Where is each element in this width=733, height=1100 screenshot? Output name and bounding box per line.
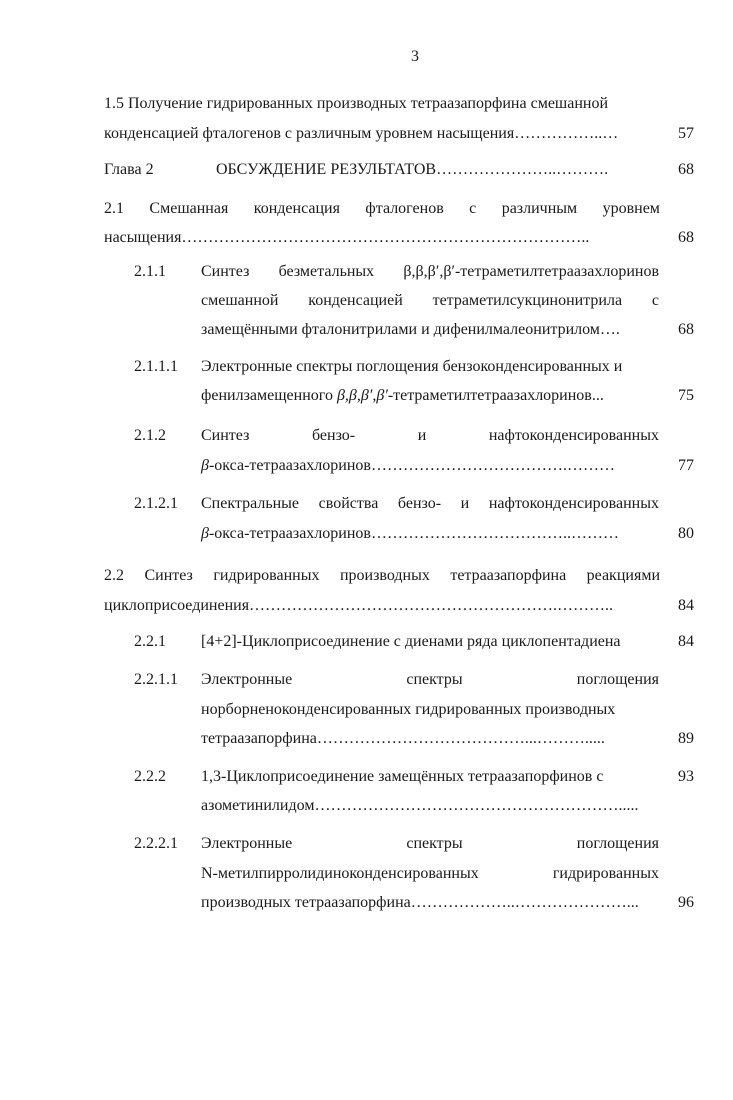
word: безметальных [278,263,375,280]
toc-page-2-1-1-1: 75 [678,387,694,404]
toc-entry-2-2-1-line1: [4+2]-Циклоприсоединение с диенами ряда циклопентадиена [201,633,621,650]
word: и [417,427,427,444]
toc-number-2-1-1: 2.1.1 [134,263,166,280]
word: тетраметилсукцинонитрила [432,292,623,309]
toc-page-2-1-2: 77 [678,457,694,474]
word: Синтез [201,427,250,444]
toc-entry-2-2-1-1-line2: норборненоконденсированных гидрированных производных [201,701,616,718]
beta-symbol: β [201,525,209,542]
word: нафтоконденсированных [488,427,659,444]
toc-page-2-1-1: 68 [678,321,694,338]
toc-entry-2-1-1-line2 [201,291,659,311]
word: бензо- [311,427,356,444]
word: гидрированных [552,865,659,882]
word: различным [501,200,578,217]
toc-entry-2-2-2-1-line3: производных тетраазапорфина………………..…………………... [201,894,639,911]
word: гидрированных [213,567,320,584]
word: Электронные [201,835,293,852]
word: спектры [406,671,463,688]
word: N-метилпирролидиноконденсированных [201,865,479,882]
word: Электронные [201,671,293,688]
toc-number-2-2-1-1: 2.2.1.1 [134,671,178,688]
toc-page-2-1-2-1: 80 [678,525,694,542]
toc-number-2-2-1: 2.2.1 [134,633,166,650]
word: реакциями [586,567,660,584]
toc-page-2-2-1-1: 89 [678,730,694,747]
text: фенилзамещенного [201,387,337,404]
toc-number-2-1-2: 2.1.2 [134,427,166,444]
toc-entry-2-2-line1 [104,566,660,586]
toc-entry-2-2-line2: циклоприсоединения………………………………………………….……….. [104,597,614,614]
toc-page-2-2: 84 [678,597,694,614]
word: смешанной [201,292,279,309]
toc-page-chapter-2: 68 [678,161,694,178]
toc-entry-1-5-line2: конденсацией фталогенов с различным уровнем насыщения……………..… [104,125,619,142]
word: тетраазапорфина [450,567,567,584]
word: с [469,200,477,217]
toc-page-2-1: 68 [678,229,694,246]
toc-page-2-2-2: 93 [678,768,694,785]
word: свойства [318,495,379,512]
toc-entry-2-1-2-line2 [201,456,615,476]
page-number: 3 [411,48,419,65]
word: конденсация [253,200,340,217]
toc-entry-2-2-2-line1: 1,3-Циклоприсоединение замещённых тетраазапорфинов с [201,768,604,785]
toc-entry-2-1-1-1-line1: Электронные спектры поглощения бензоконденсированных и [201,358,623,375]
text: -тетраметилтетраазахлоринов... [387,387,604,404]
word: 2.1 [104,200,124,217]
toc-entry-2-1-2-1-line2 [201,524,619,544]
toc-entry-2-2-2-1-line1 [201,834,659,854]
word: производных [339,567,430,584]
word: Спектральные [201,495,300,512]
word: и [460,495,470,512]
text: -окса-тетраазахлоринов………………………………..……… [208,525,619,542]
word: фталогенов [365,200,444,217]
chapter-2-label: Глава 2 [104,161,154,178]
word: уровнем [602,200,660,217]
toc-entry-2-1-1-line3: замещёнными фталонитрилами и дифенилмалеонитрилом…. [201,321,620,338]
word: 2.2 [104,567,124,584]
word: бензо- [397,495,442,512]
toc-entry-2-1-1-1-line2 [201,386,604,406]
toc-entry-2-1-2-1-line1 [201,494,659,514]
toc-number-2-1-2-1: 2.1.2.1 [134,495,178,512]
toc-entry-2-2-1-1-line1 [201,670,659,690]
word: поглощения [576,671,659,688]
toc-entry-2-2-2-1-line2 [201,864,659,884]
word: конденсацией [308,292,403,309]
beta-symbol: β [201,457,209,474]
toc-entry-1-5-line1: 1.5 Получение гидрированных производных тетраазапорфина смешанной [104,95,609,112]
toc-page-2-2-2-1: 96 [678,894,694,911]
word: Синтез [201,263,250,280]
toc-entry-2-1-line2: насыщения………………………………………………………………….. [104,229,590,246]
word: Синтез [144,567,193,584]
word: Смешанная [149,200,229,217]
toc-entry-2-1-1-line1 [201,262,659,282]
toc-page-1-5: 57 [678,125,694,142]
word: β,β,β′,β′-тетраметилтетраазахлоринов [403,263,659,280]
text: -окса-тетраазахлоринов……………………………….……… [208,457,615,474]
toc-number-2-2-2-1: 2.2.2.1 [134,835,178,852]
toc-page-2-2-1: 84 [678,633,694,650]
toc-number-2-1-1-1: 2.1.1.1 [134,358,178,375]
toc-entry-2-1-line1 [104,199,660,219]
toc-entry-2-2-2-line2: азометинилидом…………………………………………………..... [201,797,639,814]
word: спектры [406,835,463,852]
word: с [651,292,659,309]
toc-number-2-2-2: 2.2.2 [134,768,166,785]
word: нафтоконденсированных [488,495,659,512]
chapter-2-title: ОБСУЖДЕНИЕ РЕЗУЛЬТАТОВ…………………..………. [216,161,609,178]
toc-entry-2-1-2-line1 [201,426,659,446]
word: поглощения [576,835,659,852]
beta-symbols: β,β,β′,β′ [336,387,388,404]
toc-entry-2-2-1-1-line3: тетраазапорфина…………………………………...………..... [201,730,605,747]
